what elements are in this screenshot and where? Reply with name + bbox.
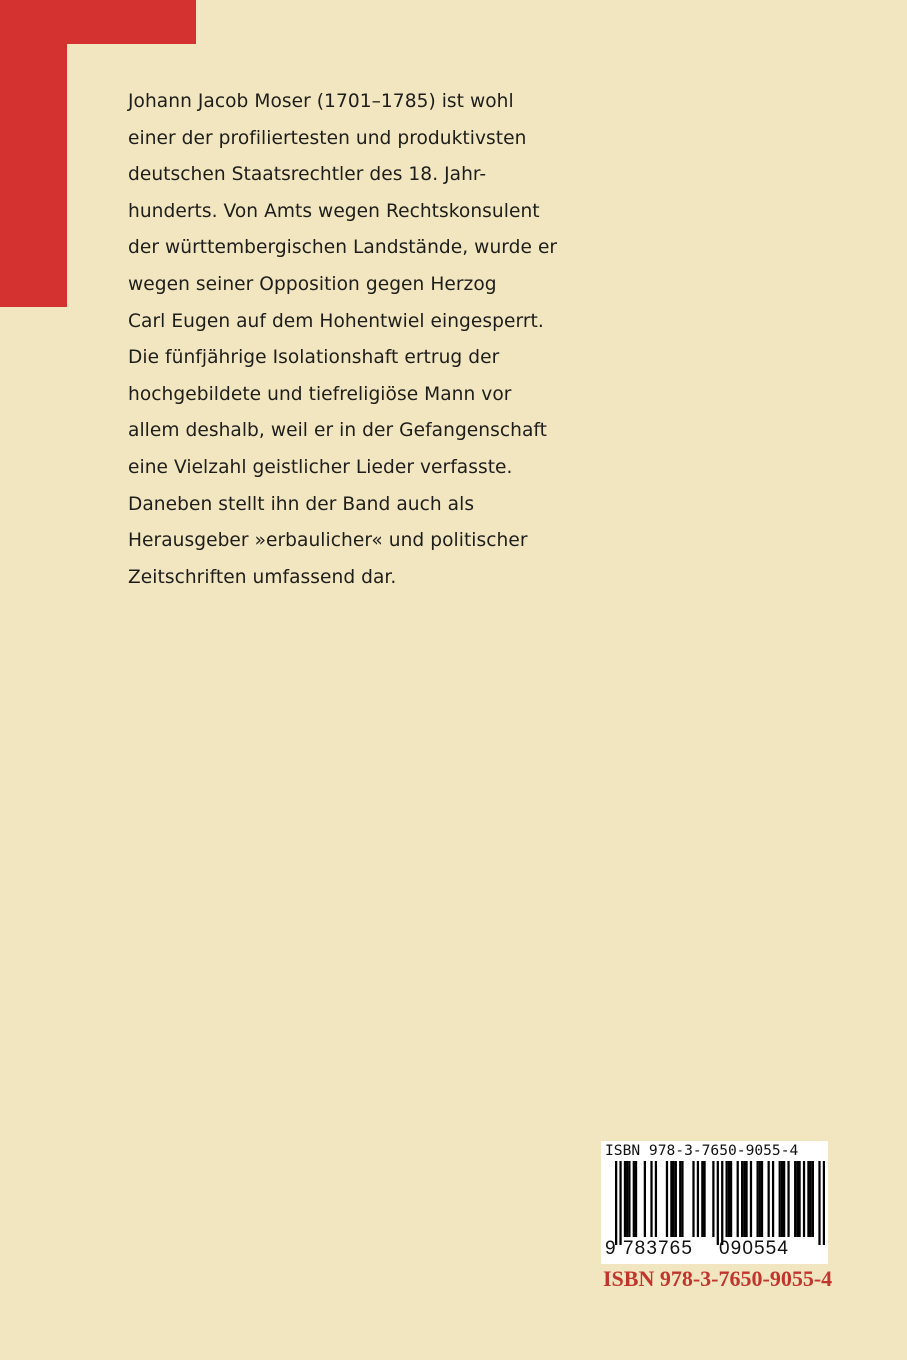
blurb-line: Zeitschriften umfassend dar. [128, 566, 397, 588]
isbn-barcode-caption: ISBN 978-3-7650-9055-4 [605, 1142, 799, 1159]
barcode-bar [675, 1161, 677, 1237]
blurb-line: eine Vielzahl geistlicher Lieder verfasste. [128, 456, 513, 478]
barcode-bar [750, 1161, 752, 1237]
barcode-bar [626, 1161, 628, 1237]
barcode-bar [781, 1161, 783, 1237]
blurb-line: deutschen Staatsrechtler des 18. Jahr- [128, 164, 487, 186]
barcode-bar [768, 1161, 770, 1237]
barcode-bar [703, 1161, 705, 1237]
barcode-bar [619, 1161, 621, 1245]
barcode-bar [823, 1161, 825, 1245]
isbn-label: ISBN 978-3-7650-9055-4 [603, 1266, 833, 1291]
barcode-bar [794, 1161, 796, 1237]
barcode-bar [681, 1161, 683, 1237]
blurb-line: hunderts. Von Amts wegen Rechtskonsulent [128, 200, 540, 222]
blurb-line: wegen seiner Opposition gegen Herzog [128, 273, 497, 295]
blurb-line: Herausgeber »erbaulicher« und politischer [128, 530, 528, 552]
blurb-line: hochgebildete und tiefreligiöse Mann vor [128, 383, 512, 405]
barcode-bar [726, 1161, 728, 1237]
barcode-bar [779, 1161, 781, 1237]
barcode-bar [759, 1161, 761, 1237]
barcode-bar [670, 1161, 672, 1237]
barcode-bar [807, 1161, 809, 1237]
barcode-bar [628, 1161, 630, 1237]
barcode-bar [672, 1161, 674, 1237]
barcode-bar [745, 1161, 747, 1237]
barcode-digits-right: 090554 [719, 1238, 790, 1259]
barcode-digit-first: 9 [605, 1238, 616, 1259]
blurb-line: Daneben stellt ihn der Band auch als [128, 493, 475, 515]
barcode-bar [743, 1161, 745, 1237]
barcode-bar [644, 1161, 646, 1237]
barcode-bar [783, 1161, 785, 1237]
barcode-bar [812, 1161, 814, 1237]
barcode-bar [655, 1161, 657, 1237]
barcode-bar [635, 1161, 637, 1237]
barcode-bar [730, 1161, 732, 1237]
blurb-line: der württembergischen Landstände, wurde er [128, 237, 558, 259]
barcode-bar [615, 1161, 617, 1245]
barcode-bar [741, 1161, 743, 1237]
isbn-barcode-block [601, 1141, 828, 1264]
blurb-line: einer der profiliertesten und produktivsten [128, 127, 527, 149]
back-cover-blurb [128, 84, 558, 596]
blurb-line: allem deshalb, weil er in der Gefangenschaft [128, 420, 548, 442]
barcode-bar [624, 1161, 626, 1237]
barcode-bar [633, 1161, 635, 1237]
barcode-bar [712, 1161, 714, 1237]
barcode-bar [803, 1161, 805, 1237]
barcode-bar [798, 1161, 800, 1237]
barcode-bar [728, 1161, 730, 1237]
barcode-bar [818, 1161, 820, 1245]
barcode-bar [761, 1161, 763, 1237]
barcode-bar [787, 1161, 789, 1237]
barcode-bar [650, 1161, 652, 1237]
barcode-bar [737, 1161, 739, 1237]
blurb-line: Die fünfjährige Isolationshaft ertrug der [128, 347, 500, 369]
barcode-bar [666, 1161, 668, 1237]
barcode-digits-left: 783765 [623, 1238, 694, 1259]
blurb-line: Carl Eugen auf dem Hohentwiel eingesperrt. [128, 310, 544, 332]
barcode-bar [717, 1161, 719, 1245]
barcode-bar [810, 1161, 812, 1237]
barcode-bar [701, 1161, 703, 1237]
blurb-line: Johann Jacob Moser (1701–1785) ist wohl [128, 91, 514, 112]
barcode-bar [796, 1161, 798, 1237]
barcode-bar [692, 1161, 694, 1237]
barcode-bar [697, 1161, 699, 1237]
barcode-image [615, 1161, 825, 1245]
barcode-bar [679, 1161, 681, 1237]
barcode-bar [772, 1161, 774, 1237]
barcode-bar [721, 1161, 723, 1245]
red-accent-bar-left [0, 0, 67, 307]
barcode-bar [756, 1161, 758, 1237]
